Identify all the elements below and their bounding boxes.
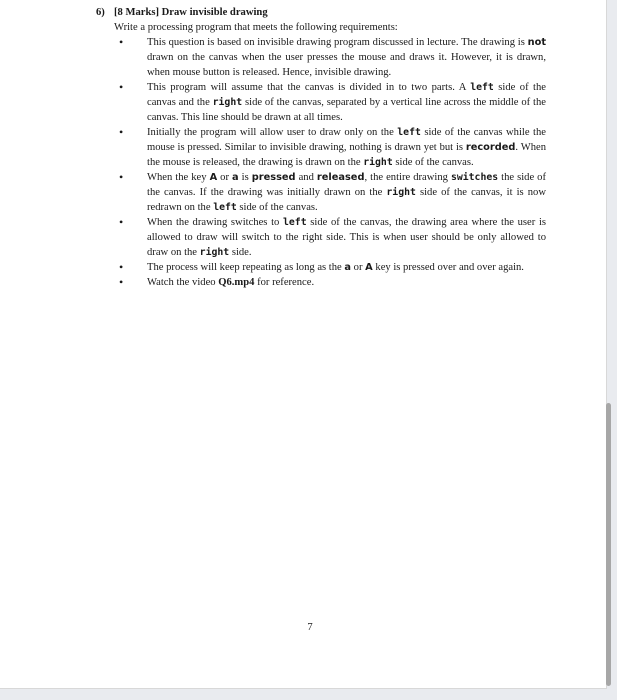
question-block <box>96 5 546 290</box>
requirement-text: side. <box>229 247 252 258</box>
requirement-text: A <box>209 172 218 183</box>
requirement-text: left <box>283 217 307 228</box>
requirement-text: the side of the canvas. If the drawing was initially drawn on the <box>147 172 547 198</box>
requirement-text: When the drawing switches to <box>147 217 283 228</box>
requirement-text: or <box>217 172 233 183</box>
requirement-text: released <box>316 172 365 183</box>
bullet-icon: • <box>119 80 124 94</box>
requirement-text: side of the canvas while the mouse is pressed. Similar to invisible drawing, nothing is drawn yet but is <box>147 127 546 153</box>
question-heading <box>96 5 546 20</box>
requirement-text: a <box>344 262 352 273</box>
requirement-text: , the entire drawing <box>364 172 451 183</box>
requirement-text: When the key <box>147 172 210 183</box>
requirement-item <box>114 80 546 125</box>
requirement-text: and <box>295 172 317 183</box>
requirement-item <box>114 215 546 260</box>
bullet-icon: • <box>119 260 124 274</box>
requirement-text: is <box>238 172 252 183</box>
requirement-text: left <box>213 202 237 213</box>
requirement-text: . When the mouse is released, the drawing is drawn on the <box>147 142 547 168</box>
requirement-item <box>114 170 546 215</box>
requirement-text: drawn on the canvas when the user presses the mouse and draws it. However, it is drawn, when mouse button is released. Hence, invisible drawing. <box>147 52 546 78</box>
requirements-list <box>114 35 546 290</box>
requirement-item <box>114 275 546 290</box>
bullet-icon: • <box>119 170 124 184</box>
requirement-text: recorded <box>465 142 516 153</box>
requirement-text: Watch the video <box>147 277 219 288</box>
requirement-text: This program will assume that the canvas is divided in to two parts. A <box>147 82 471 93</box>
bullet-icon: • <box>119 125 124 139</box>
requirement-text: Q6.mp4 <box>218 277 255 288</box>
requirement-text: right <box>199 247 230 258</box>
requirement-text: switches <box>450 172 499 183</box>
question-number: 6) <box>96 7 105 18</box>
requirement-text: left <box>397 127 421 138</box>
requirement-item <box>114 125 546 170</box>
requirement-text: side of the canvas, the drawing area where the user is allowed to draw will switch to the right side. This is when user should be only allowed to draw on the <box>147 217 547 258</box>
requirement-text: key is pressed over and over again. <box>372 262 524 273</box>
requirement-text: for reference. <box>254 277 315 288</box>
page-number: 7 <box>307 622 313 633</box>
requirement-text: right <box>386 187 416 198</box>
question-title: [8 Marks] Draw invisible drawing <box>114 7 268 18</box>
question-intro: Write a processing program that meets the following requirements: <box>114 22 398 33</box>
requirement-text: right <box>363 157 393 168</box>
bullet-icon: • <box>119 35 124 49</box>
requirement-text: side of the canvas, it is now redrawn on the <box>147 187 546 213</box>
vertical-scrollbar[interactable] <box>606 403 611 686</box>
requirement-text: This question is based on invisible drawing program discussed in lecture. The drawing is <box>147 37 528 48</box>
requirement-text: left <box>470 82 494 93</box>
requirement-text: side of the canvas and the <box>147 82 546 108</box>
requirement-text: side of the canvas, separated by a vertical line across the middle of the canvas. This line should be drawn at all times. <box>147 97 546 123</box>
bullet-icon: • <box>119 215 124 229</box>
requirement-text: a <box>232 172 239 183</box>
requirement-text: right <box>212 97 243 108</box>
requirement-text: Initially the program will allow user to draw only on the <box>147 127 398 138</box>
bullet-icon: • <box>119 275 124 289</box>
requirement-text: or <box>351 262 366 273</box>
requirement-text: A <box>365 262 373 273</box>
requirement-text: side of the canvas. <box>236 202 318 213</box>
requirement-text: The process will keep repeating as long as the <box>147 262 345 273</box>
requirement-item <box>114 260 546 275</box>
requirement-text: side of the canvas. <box>392 157 474 168</box>
requirement-item <box>114 35 546 80</box>
requirement-text: not <box>527 37 546 48</box>
requirement-text: pressed <box>251 172 296 183</box>
